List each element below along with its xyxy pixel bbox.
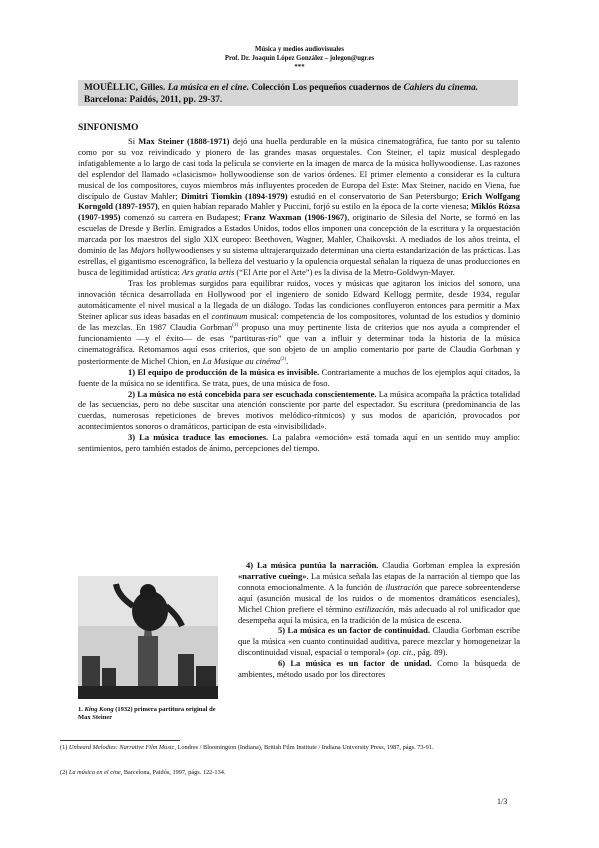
text: propuso una muy pertinente lista de criterios que nos ayuda a comprender el funcionamiento —y el éxito— de esas “partituras-río” que van a influir y determinar toda la historia de la música cinematográfica. Retomamos aquí esos criterios, que son objeto de un amplio comentario por parte de Claudia Gorbman y posteriormente de Michel Chion, en [78, 322, 520, 366]
term: «narrative cueing» [238, 570, 307, 581]
text: , pág. 89). [413, 647, 448, 658]
footnote-title: Unheard Melodies: Narrative Film Music [68, 744, 175, 751]
king-kong-image [78, 576, 218, 699]
criterion-heading: 6) La música es un factor de unidad. [278, 658, 432, 669]
italic-term: continuum [211, 310, 248, 321]
criterion-heading: 1) El equipo de producción de la música es invisible. [128, 366, 320, 377]
criteria-right-column [238, 560, 520, 680]
criterion-4 [238, 560, 520, 625]
composer-name: Max Steiner (1888-1971) [138, 136, 230, 146]
italic-term: op. cit. [390, 647, 414, 658]
footnote-divider [60, 740, 180, 741]
page-number: 1/3 [497, 797, 508, 806]
footnote-number: (1) [60, 744, 68, 751]
caption-title: King Kong [84, 706, 114, 713]
footnote-2 [60, 769, 520, 777]
composer-name: Miklós Rózsa (1907-1995) [78, 201, 520, 223]
text: (“El Arte por el Arte”) es la divisa de la Metro-Goldwyn-Mayer. [234, 266, 455, 277]
criterion-1 [78, 367, 520, 389]
text: Tras los problemas surgidos para equilibrar ruidos, voces y músicas que agitaron los inicios del sonoro, una innovación técnica desarrollada en Hollywood por el ingeniero de sonido Edward Kellogg permite, desde 1934, regular automáticamente el nivel musical a la llegada de un diálogo. Todas las condiciones confluyeron entonces para permitir a Max Steiner aplicar sus ideas basadas en el [78, 277, 520, 321]
footnote-text: , Barcelona, Paidós, 1997, págs. 122-134. [120, 769, 226, 776]
italic-term: Ars gratia artis [181, 266, 235, 277]
caption-text: (1932) primera partitura original de Max Steiner [78, 706, 216, 721]
footnote-1 [60, 744, 520, 752]
text: . La música señala las etapas de la narración al tiempo que las connota emocionalmente. A la función de [238, 570, 520, 592]
italic-term: La Musique au cinéma [202, 355, 281, 366]
composer-name: Dimitri Tiomkin (1894-1979) [180, 190, 288, 201]
header-course: Música y medios audiovisuales [255, 46, 344, 53]
figure-caption [78, 706, 228, 722]
ref-title: La música en el cine. [167, 83, 250, 93]
text: . [286, 355, 289, 366]
footnote-ref[interactable]: (2) [280, 356, 287, 362]
criterion-heading: 5) La música es un factor de continuidad. [278, 625, 430, 636]
text: La música acompaña la práctica totalidad de las secuencias, pero no debe suscitar una atención consciente por parte del espectador. Su escritura (predominancia de las cuerdas, numerosas repeticiones de breves motivos melódico-rítmicos) y sus modos de aparición, provocados por acontecimientos sonoros o dramáticos, participan de esta «invisibilidad». [78, 388, 520, 432]
ref-collection: Colección Los pequeños cuadernos de [251, 83, 402, 93]
footnote-number: (2) [60, 769, 68, 776]
text: , en quien habían reparado Mahler y Puccini, forjó su estilo en la época de la corte vienesa; [157, 201, 472, 212]
paragraph-2 [78, 278, 520, 367]
text: , originario de Silesia del Norte, se formó en las escuelas de Dresde y Berlín. Emigrados a Estados Unidos, todos ellos imponen una concepción de la escritura y la orquestación marcada por los maestros del siglo XIX europeo: Beethoven, Wagner, Mahler, Chaikovski. A mediados de los años treinta, el dominio de las [78, 212, 520, 256]
text: Si [128, 136, 139, 146]
header-separator: *** [294, 64, 305, 71]
footnote-ref[interactable]: (1) [232, 323, 239, 329]
criterion-5 [238, 625, 520, 658]
paragraph-1 [78, 136, 520, 278]
criterion-3 [78, 432, 520, 454]
text: La palabra «emoción» está tomada aquí en un sentido muy amplio: sentimientos, pero también estados de ánimo, percepciones del tiempo. [78, 432, 520, 454]
header-author: Prof. Dr. Joaquín López González – jolegon@ugr.es [224, 55, 375, 62]
ref-publisher: Barcelona: Paidós, 2011, pp. 29-37. [84, 95, 223, 105]
text: , más adecuado al rol unificador que desempeña aquí la música, en la tradición de la música de escena. [238, 603, 520, 625]
text: Como la búsqueda de ambientes, método usado por los directores [238, 658, 521, 680]
text: estudió en el conservatorio de San Petersburgo; [287, 190, 462, 201]
criterion-6 [238, 658, 520, 680]
bibliographic-reference [78, 80, 518, 106]
text: Claudia Gorbman emplea la expresión [378, 560, 520, 570]
criterion-heading: 4) La música puntúa la narración. [246, 560, 379, 570]
section-title: SINFONISMO [78, 123, 139, 133]
footnote-title: La música en el cine [68, 769, 121, 776]
text: Claudia Gorbman escribe que la música «en cuanto continuidad auditiva, parece mezclar y homogeneizar la discontinuidad visual, espacial o temporal» ( [238, 625, 520, 658]
body-text [78, 136, 520, 454]
text: que parece sobreentenderse aquí (asunción musical de los ruidos o de momentos dramáticos esenciales), Michel Chion prefiere el término [238, 581, 520, 614]
ref-author: MOUËLLIC, Gilles. [84, 83, 166, 93]
italic-term: ilustración [385, 581, 423, 592]
criterion-2 [78, 389, 520, 433]
text: musical: competencia de los compositores, voluntad de los estudios y dominio de las mezclas. En 1987 Claudia Gorbman [78, 310, 521, 333]
text: hollywoodienses y su sistema ultrajerarquizado determinan una cierta estandarización de las prácticas. Las estrellas, el gigantismo escenográfico, la belleza del vestuario y la opulencia orquestal señalan la riqueza de unas producciones en busca de legitimidad artística: [78, 245, 520, 277]
caption-number: 1. [78, 706, 83, 713]
italic-term: estilización [354, 603, 394, 614]
criterion-heading: 3) La música traduce las emociones. [128, 432, 269, 443]
italic-term: Majors [130, 245, 155, 256]
ref-collection-italic: Cahiers du cinema. [403, 83, 479, 93]
text: dejó una huella perdurable en la música cinematográfica, fue tanto por su talento como por su voz reivindicado y pionero de las grandes masas orquestales. Con Steiner, el tapiz musical desplegado infatigablemente a lo largo de casi toda la película se convierte en la imagen de marca de la música hollywoodiense. Las razones del esplendor del llamado «clasicismo» hollywoodiense son de varios órdenes. El primer elemento a considerar es la cultura musical de los compositores, cuyos miembros más influyentes proceden de Europa del Este: Max Steiner, nacido en Viena, fue discípulo de Gustav Mahler; [78, 136, 520, 201]
text: comenzó su carrera en Budapest; [120, 212, 244, 223]
composer-name: Erich Wolfgang Korngold (1897-1957) [78, 190, 520, 212]
criterion-heading: 2) La música no está concebida para ser escuchada conscientemente. [128, 388, 377, 399]
criteria-list [78, 367, 520, 454]
footnote-text: , Londres / Bloomington (Indiana), British Film Institute / Indiana University Press, 1987, págs. 73-91. [174, 744, 434, 751]
text: Contrariamente a muchos de los ejemplos aquí citados, la fuente de la música no se identifica. Se trata, pues, de una música de foso. [78, 366, 520, 388]
composer-name: Franz Waxman (1906-1967) [243, 212, 348, 223]
